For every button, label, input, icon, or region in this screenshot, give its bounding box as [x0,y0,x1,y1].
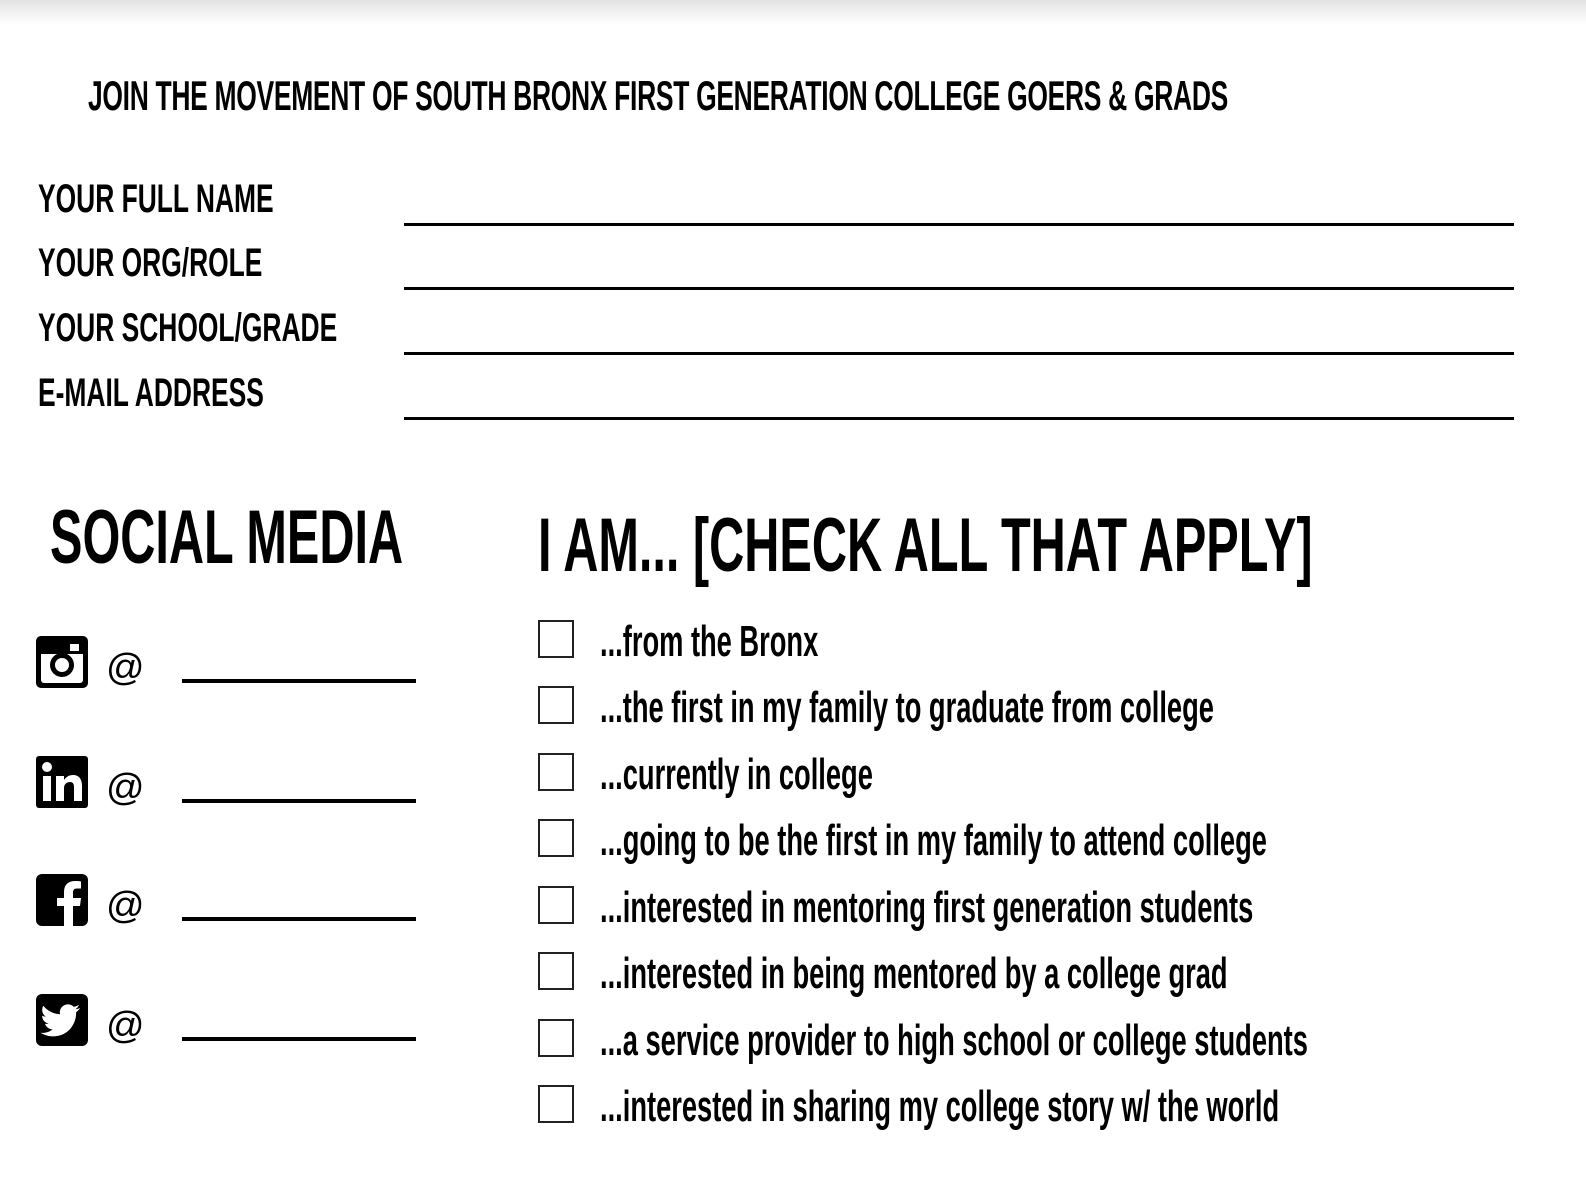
at-sign: @ [106,885,145,927]
school-grade-write-line[interactable] [404,352,1514,355]
at-sign: @ [106,1005,145,1047]
check-item-label: ...going to be the first in my family to attend college [600,816,1267,865]
email-field[interactable] [38,370,1514,420]
checkbox[interactable] [538,1019,574,1057]
linkedin-icon [34,754,90,810]
check-item-sharing-story[interactable] [538,1082,1538,1135]
check-item-label: ...the first in my family to graduate from college [600,683,1214,732]
org-role-write-line[interactable] [404,287,1514,290]
twitter-icon [34,992,90,1048]
checkbox[interactable] [538,753,574,791]
school-grade-field[interactable] [38,305,1514,355]
check-item-from-bronx[interactable] [538,617,1538,670]
facebook-icon [34,872,90,928]
facebook-handle-line[interactable] [182,917,416,921]
email-write-line[interactable] [404,417,1514,420]
full-name-field[interactable] [38,176,1514,226]
check-item-first-to-attend[interactable] [538,816,1538,869]
org-role-field[interactable] [38,240,1514,290]
at-sign: @ [106,767,145,809]
checklist-title: I AM... [CHECK ALL THAT APPLY] [538,503,1313,588]
checkbox[interactable] [538,819,574,857]
full-name-write-line[interactable] [404,223,1514,226]
social-row-instagram[interactable] [34,634,416,694]
checkbox[interactable] [538,886,574,924]
check-item-label: ...interested in being mentored by a college grad [600,949,1228,998]
check-item-label: ...interested in sharing my college story w/ the world [600,1082,1280,1131]
instagram-handle-line[interactable] [182,679,416,683]
field-label: YOUR FULL NAME [38,177,274,221]
field-label: YOUR SCHOOL/GRADE [38,306,338,350]
twitter-handle-line[interactable] [182,1037,416,1041]
checkbox[interactable] [538,1085,574,1123]
check-item-label: ...interested in mentoring first generation students [600,883,1254,932]
check-item-being-mentored[interactable] [538,949,1538,1002]
field-label: E-MAIL ADDRESS [38,371,264,415]
social-row-linkedin[interactable] [34,754,416,814]
check-item-mentoring[interactable] [538,883,1538,936]
social-media-title: SOCIAL MEDIA [50,495,404,580]
check-item-service-provider[interactable] [538,1016,1538,1069]
checkbox[interactable] [538,686,574,724]
page-top-shadow [0,0,1586,26]
field-label: YOUR ORG/ROLE [38,241,263,285]
check-item-label: ...from the Bronx [600,617,819,666]
linkedin-handle-line[interactable] [182,799,416,803]
check-item-label: ...a service provider to high school or college students [600,1016,1308,1065]
instagram-icon [34,634,90,690]
checkbox[interactable] [538,620,574,658]
page-headline: JOIN THE MOVEMENT OF SOUTH BRONX FIRST GENERATION COLLEGE GOERS & GRADS [88,72,1228,119]
check-item-currently-in-college[interactable] [538,750,1538,803]
check-item-label: ...currently in college [600,750,873,799]
social-row-facebook[interactable] [34,872,416,932]
checkbox[interactable] [538,952,574,990]
at-sign: @ [106,647,145,689]
social-row-twitter[interactable] [34,992,416,1052]
check-item-first-to-graduate[interactable] [538,683,1538,736]
